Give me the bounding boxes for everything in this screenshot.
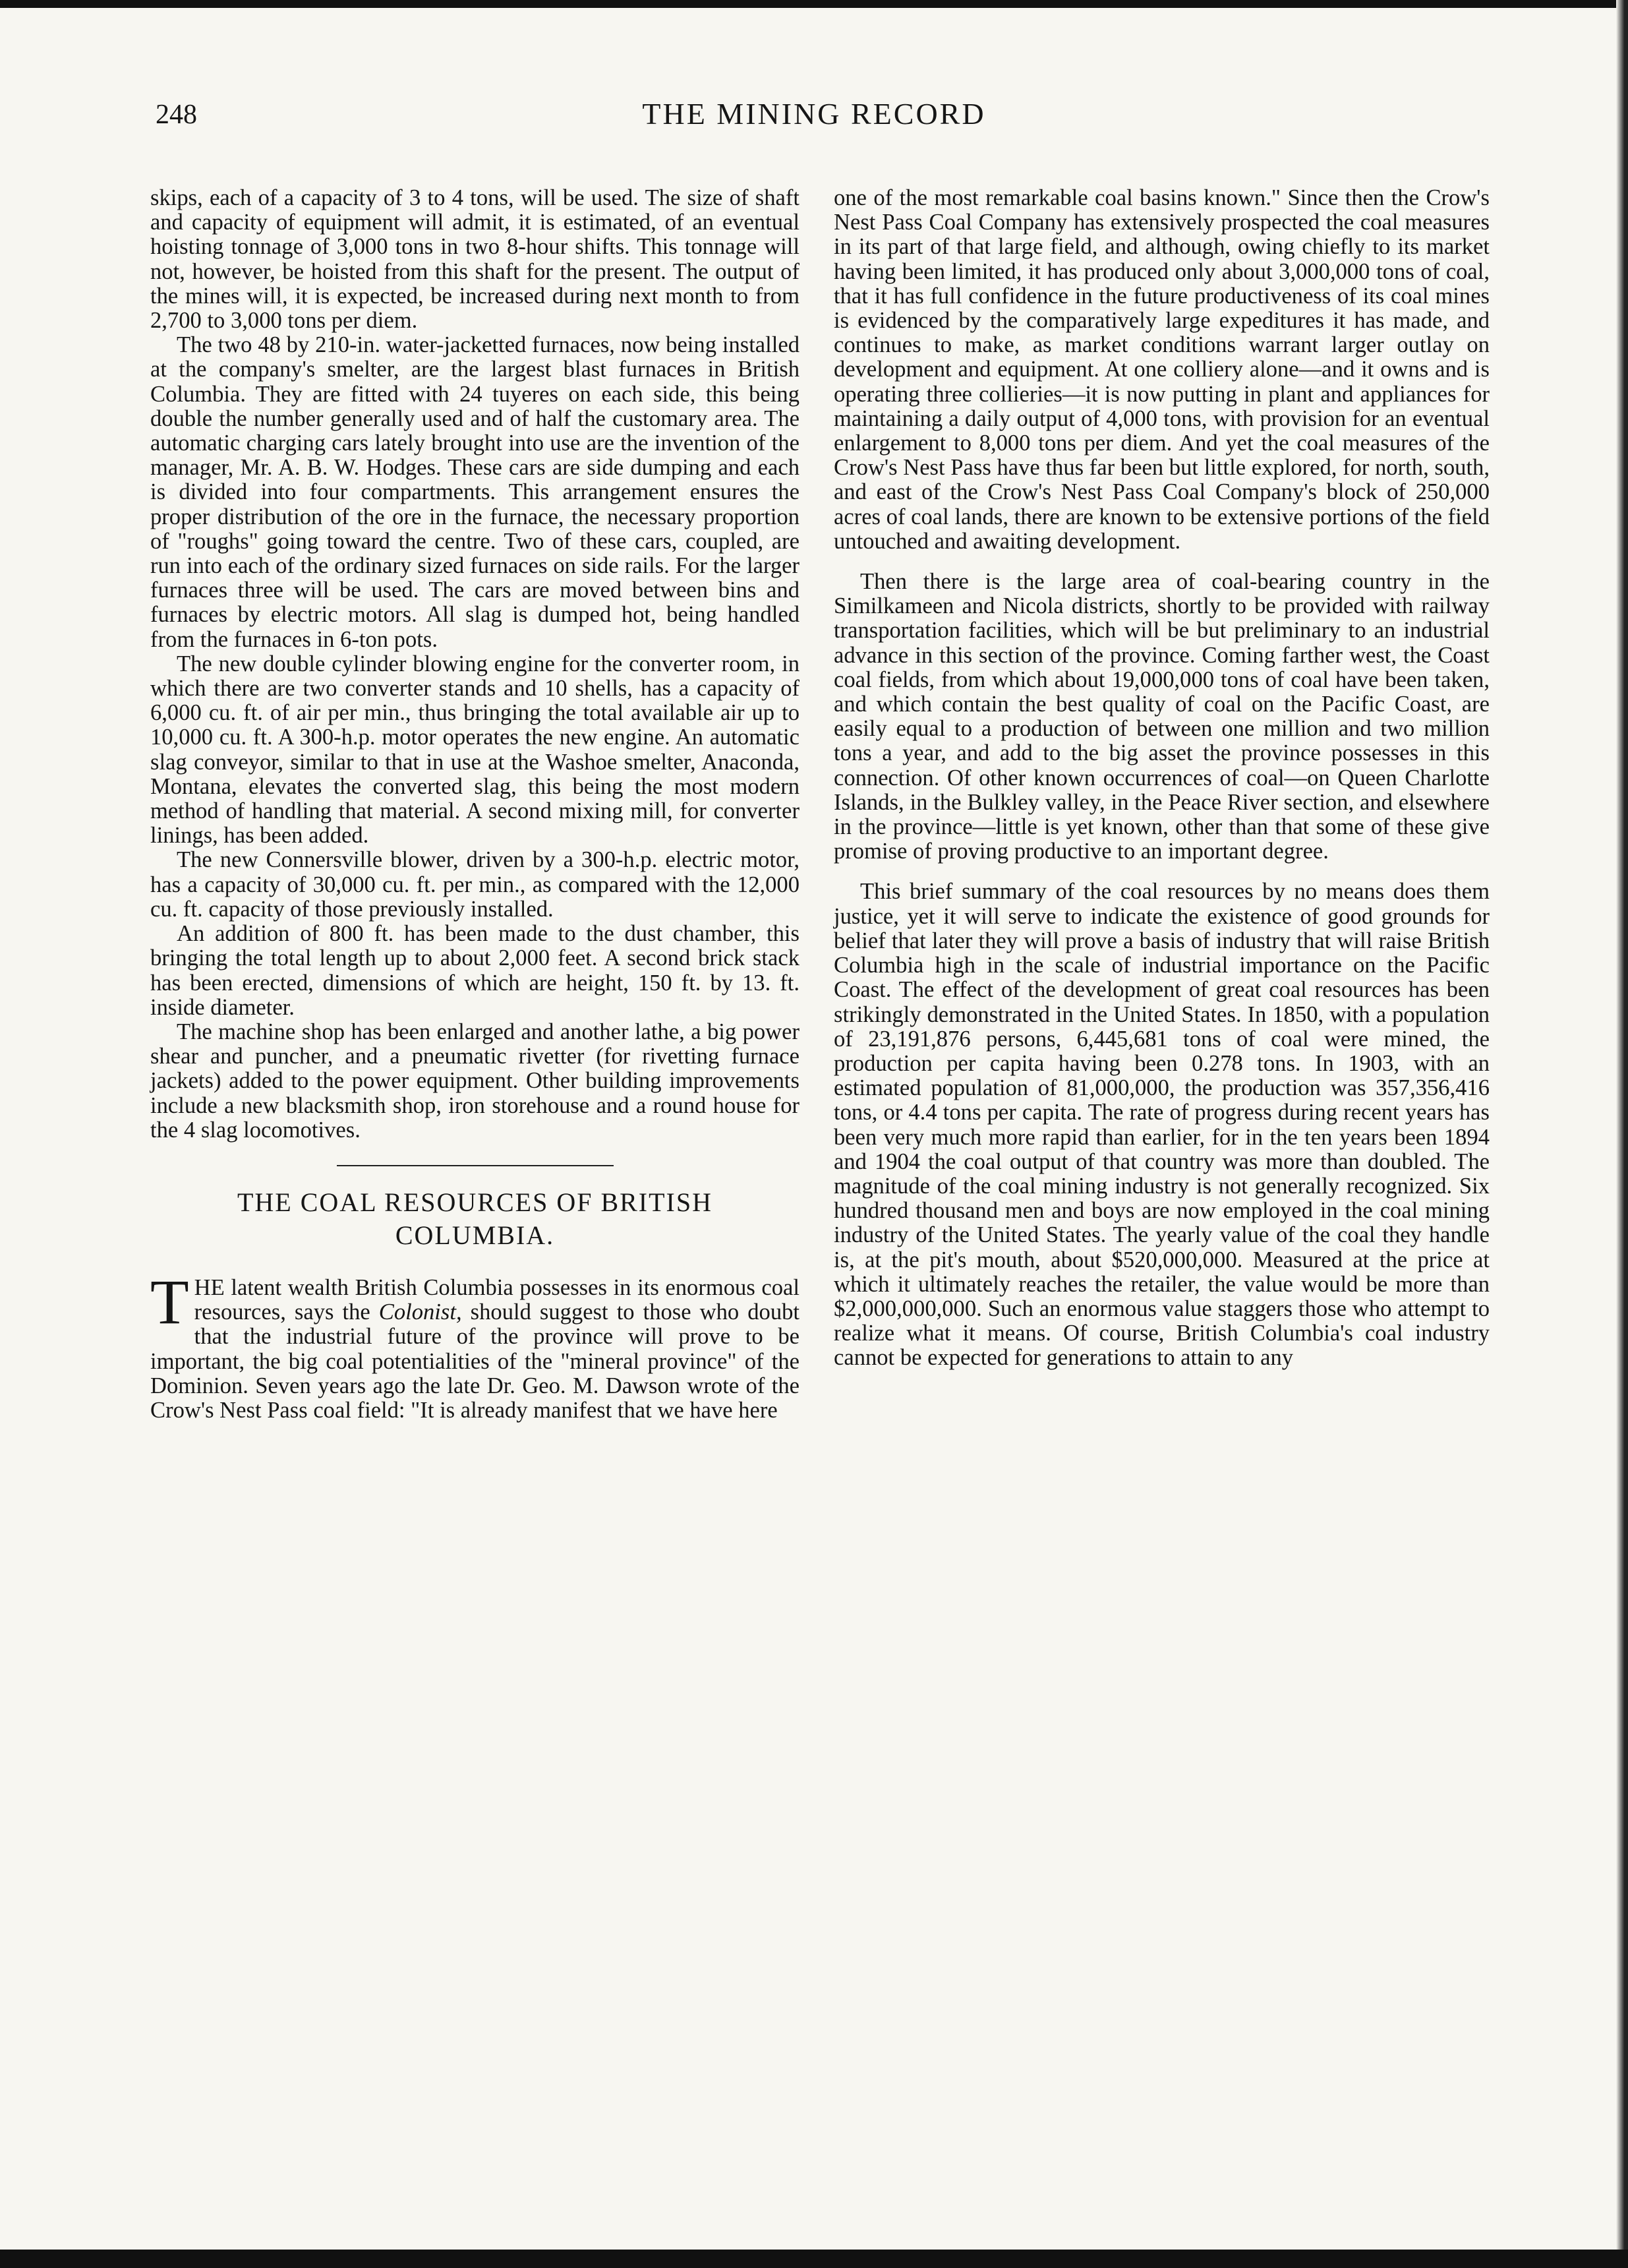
drop-cap: T <box>150 1266 189 1337</box>
section-title <box>150 1186 799 1252</box>
right-column <box>834 186 1490 1371</box>
lead-paragraph <box>150 1266 799 1423</box>
paragraph: Then there is the large area of coal-bearing country in the Similkameen and Nicola districts, shortly to be provided with railway transportation facilities, which will be but preliminary to an industrial advance in this section of the province. Coming farther west, the Coast coal fields, from which about 19,000,000 tons of coal have been taken, and which contain the best quality of coal on the Pacific Coast, are easily equal to a production of between one million and two million tons a year, and add to the big asset the province possesses in this connection. Of other known occurrences of coal—on Queen Charlotte Islands, in the Bulkley valley, in the Peace River section, and elsewhere in the province—little is yet known, other than that some of these give promise of proving productive to an important degree. <box>834 569 1490 864</box>
running-title: THE MINING RECORD <box>642 97 986 131</box>
bottom-border-rule <box>0 2250 1628 2268</box>
lead-rest: should suggest to those who doubt that the industrial future of the province will prove to be important, the big coal potentialities of the "mineral province" of the Dominion. Seven years ago the late Dr. Geo. M. Dawson wrote of the Crow's Nest Pass coal field: "It is already manifest that we have here <box>150 1299 799 1423</box>
lead-text: HE latent wealth British Columbia possesses in its enormous coal resources, says the <box>194 1274 799 1325</box>
page-edge-shadow <box>1616 0 1628 2268</box>
left-column <box>150 186 799 1423</box>
paragraph: This brief summary of the coal resources by no means does them justice, yet it will serve to indicate the existence of good grounds for belief that later they will prove a basis of industry that will raise British Columbia high in the scale of industrial importance on the Pacific Coast. The effect of the development of great coal resources has been strikingly demonstrated in the United States. In 1850, with a population of 23,191,876 persons, 6,445,681 tons of coal were mined, the production per capita having been 0.278 tons. In 1903, with an estimated population of 81,000,000, the production was 357,356,416 tons, or 4.4 tons per capita. The rate of progress during recent years has been very much more rapid than earlier, for in the ten years been 1894 and 1904 the coal output of that country was more than doubled. The magnitude of the coal mining industry is not generally recognized. Six hundred thousand men and boys are now employed in the coal mining industry of the United States. The yearly value of the coal they handle is, at the pit's mouth, about $520,000,000. Measured at the price at which it ultimately reaches the retailer, the value would be more than $2,000,000,000. Such an enormous value staggers those who attempt to realize what it means. Of course, British Columbia's coal industry cannot be expected for generations to attain to any <box>834 879 1490 1371</box>
paragraph: The machine shop has been enlarged and another lathe, a big power shear and puncher, and a pneumatic rivetter (for rivetting furnace jackets) added to the power equipment. Other building improvements include a new blacksmith shop, iron storehouse and a round house for the 4 slag locomotives. <box>150 1019 799 1143</box>
page-header <box>0 92 1628 145</box>
paragraph: The two 48 by 210-in. water-jacketted furnaces, now being installed at the company's smelter, are the largest blast furnaces in British Columbia. They are fitted with 24 tuyeres on each side, this being double the number generally used and of half the customary area. The automatic charging cars lately brought into use are the invention of the manager, Mr. A. B. W. Hodges. These cars are side dumping and each is divided into four compartments. This arrangement ensures the proper distribution of the ore in the furnace, the necessary proportion of "roughs" going toward the centre. Two of these cars, coupled, are run into each of the ordinary sized furnaces on side rails. For the larger furnaces three will be used. The cars are moved between bins and furnaces by electric motors. All slag is dumped hot, being handled from the furnaces in 6-ton pots. <box>150 332 799 652</box>
section-divider <box>337 1165 614 1166</box>
paragraph: skips, each of a capacity of 3 to 4 tons, will be used. The size of shaft and capacity of equipment will admit, it is estimated, of an eventual hoisting tonnage of 3,000 tons in two 8-hour shifts. This tonnage will not, however, be hoisted from this shaft for the present. The output of the mines will, it is expected, be increased during next month to from 2,700 to 3,000 tons per diem. <box>150 185 799 334</box>
section-title-line: COLUMBIA. <box>395 1220 555 1250</box>
source-citation: Colonist, <box>378 1299 462 1325</box>
paragraph: one of the most remarkable coal basins known." Since then the Crow's Nest Pass Coal Company has extensively prospected the coal measures in its part of that large field, and although, owing chiefly to its market having been limited, it has produced only about 3,000,000 tons of coal, that it has full confidence in the future productiveness of its coal mines is evidenced by the comparatively large expeditures it has made, and continues to make, as market conditions warrant larger outlay on development and equipment. At one colliery alone—and it owns and is operating three collieries—it is now putting in plant and appliances for maintaining a daily output of 4,000 tons, with provision for an eventual enlargement to 8,000 tons per diem. And yet the coal measures of the Crow's Nest Pass have thus far been but little explored, for north, south, and east of the Crow's Nest Pass Coal Company's block of 250,000 acres of coal lands, there are known to be extensive portions of the field untouched and awaiting development. <box>834 185 1490 554</box>
top-border-rule <box>0 0 1628 8</box>
paragraph: The new double cylinder blowing engine for the converter room, in which there are two converter stands and 10 shells, has a capacity of 6,000 cu. ft. of air per min., thus bringing the total available air up to 10,000 cu. ft. A 300-h.p. motor operates the new engine. An automatic slag conveyor, similar to that in use at the Washoe smelter, Anaconda, Montana, elevates the converted slag, this being the most modern method of handling that material. A second mixing mill, for converter linings, has been added. <box>150 651 799 849</box>
section-title-line: THE COAL RESOURCES OF BRITISH <box>237 1187 713 1217</box>
page-number: 248 <box>156 100 197 130</box>
paragraph: An addition of 800 ft. has been made to the dust chamber, this bringing the total length up to about 2,000 feet. A second brick stack has been erected, dimensions of which are height, 150 ft. by 13. ft. inside diameter. <box>150 921 799 1020</box>
paragraph: The new Connersville blower, driven by a 300-h.p. electric motor, has a capacity of 30,000 cu. ft. per min., as compared with the 12,000 cu. ft. capacity of those previously installed. <box>150 847 799 922</box>
